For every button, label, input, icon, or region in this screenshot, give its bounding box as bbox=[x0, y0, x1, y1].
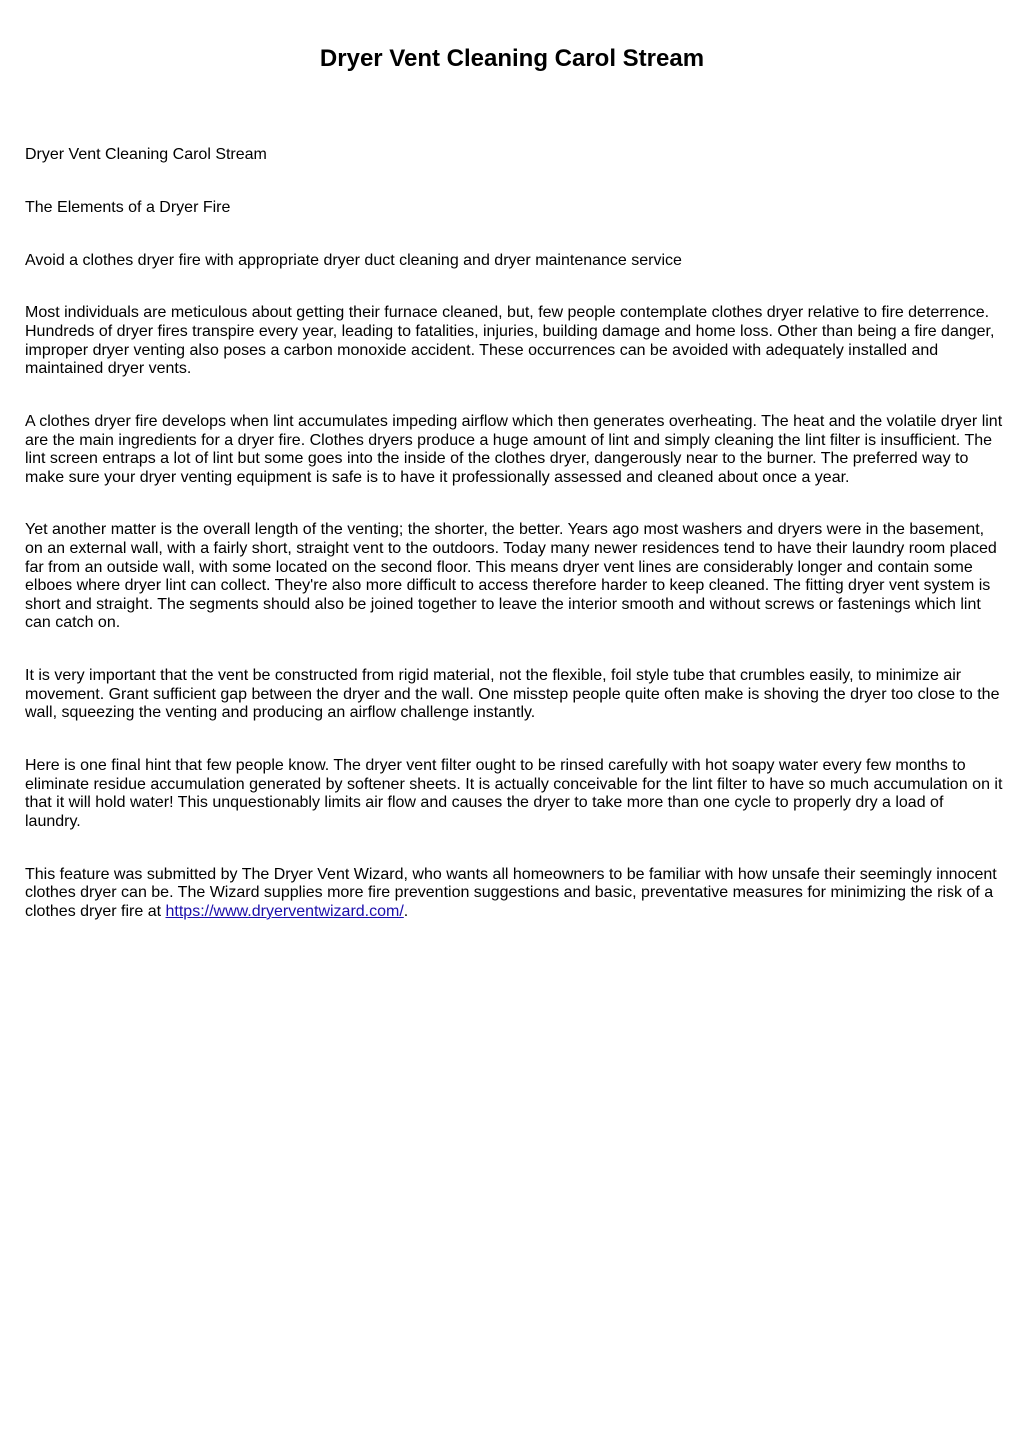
paragraph-vent-length: Yet another matter is the overall length of the venting; the shorter, the better. Years ago most washers and dryers were in the basement, on an external wall, with a fairly short, straight vent to the outdoors. Today many newer residences tend to have their laundry room placed far from an outside wall, with some located on the second floor. This means dryer vent lines are considerably longer and contain some elboes where dryer lint can collect. They're also more difficult to access therefore harder to keep cleaned. The fitting dryer vent system is short and straight. The segments should also be joined together to leave the interior smooth and without screws or fastenings which lint can catch on. bbox=[25, 521, 997, 632]
paragraph-intro: Avoid a clothes dryer fire with appropriate dryer duct cleaning and dryer maintenance service bbox=[25, 251, 682, 269]
closing-suffix: . bbox=[403, 902, 409, 920]
closing-text: This feature was submitted by The Dryer Vent Wizard, who wants all homeowners to be familiar with how unsafe their seemingly innocent clothes dryer can be. The Wizard supplies more fire prevention suggestions and basic, preventative measures for minimizing the risk of a clothes dryer fire at bbox=[25, 865, 997, 920]
paragraph-lint-accumulation: A clothes dryer fire develops when lint accumulates impeding airflow which then generates overheating. The heat and the volatile dryer lint are the main ingredients for a dryer fire. Clothes dryers produce a huge amount of lint and simply cleaning the lint filter is insufficient. The lint screen entraps a lot of lint but some goes into the inside of the clothes dryer, dangerously near to the burner. The preferred way to make sure your dryer venting equipment is safe is to have it professionally assessed and cleaned about once a year. bbox=[25, 412, 1003, 486]
paragraph-rigid-material: It is very important that the vent be constructed from rigid material, not the flexible, foil style tube that crumbles easily, to minimize air movement. Grant sufficient gap between the dryer and the wall. One misstep people quite often make is shoving the dryer too close to the wall, squeezing the venting and producing an airflow challenge instantly. bbox=[25, 667, 1000, 722]
dryer-vent-wizard-link[interactable]: https://www.dryerventwizard.com/ bbox=[165, 902, 404, 920]
page-title: Dryer Vent Cleaning Carol Stream bbox=[319, 45, 705, 72]
paragraph-subtitle: Dryer Vent Cleaning Carol Stream bbox=[25, 146, 267, 163]
paragraph-section-heading: The Elements of a Dryer Fire bbox=[25, 198, 231, 216]
paragraph-closing bbox=[25, 866, 1003, 922]
paragraph-fire-deterrence: Most individuals are meticulous about getting their furnace cleaned, but, few people contemplate clothes dryer relative to fire deterrence. Hundreds of dryer fires transpire every year, leading to fatalities, injuries, building damage and home loss. Other than being a fire danger, improper dryer venting also poses a carbon monoxide accident. These occurrences can be avoided with adequately installed and maintained dryer vents. bbox=[25, 304, 995, 378]
paragraph-final-hint: Here is one final hint that few people know. The dryer vent filter ought to be rinsed carefully with hot soapy water every few months to eliminate residue accumulation generated by softener sheets. It is actually conceivable for the lint filter to have so much accumulation on it that it will hold water! This unquestionably limits air flow and causes the dryer to take more than one cycle to properly dry a load of laundry. bbox=[25, 757, 1003, 830]
document-body bbox=[25, 146, 1003, 956]
